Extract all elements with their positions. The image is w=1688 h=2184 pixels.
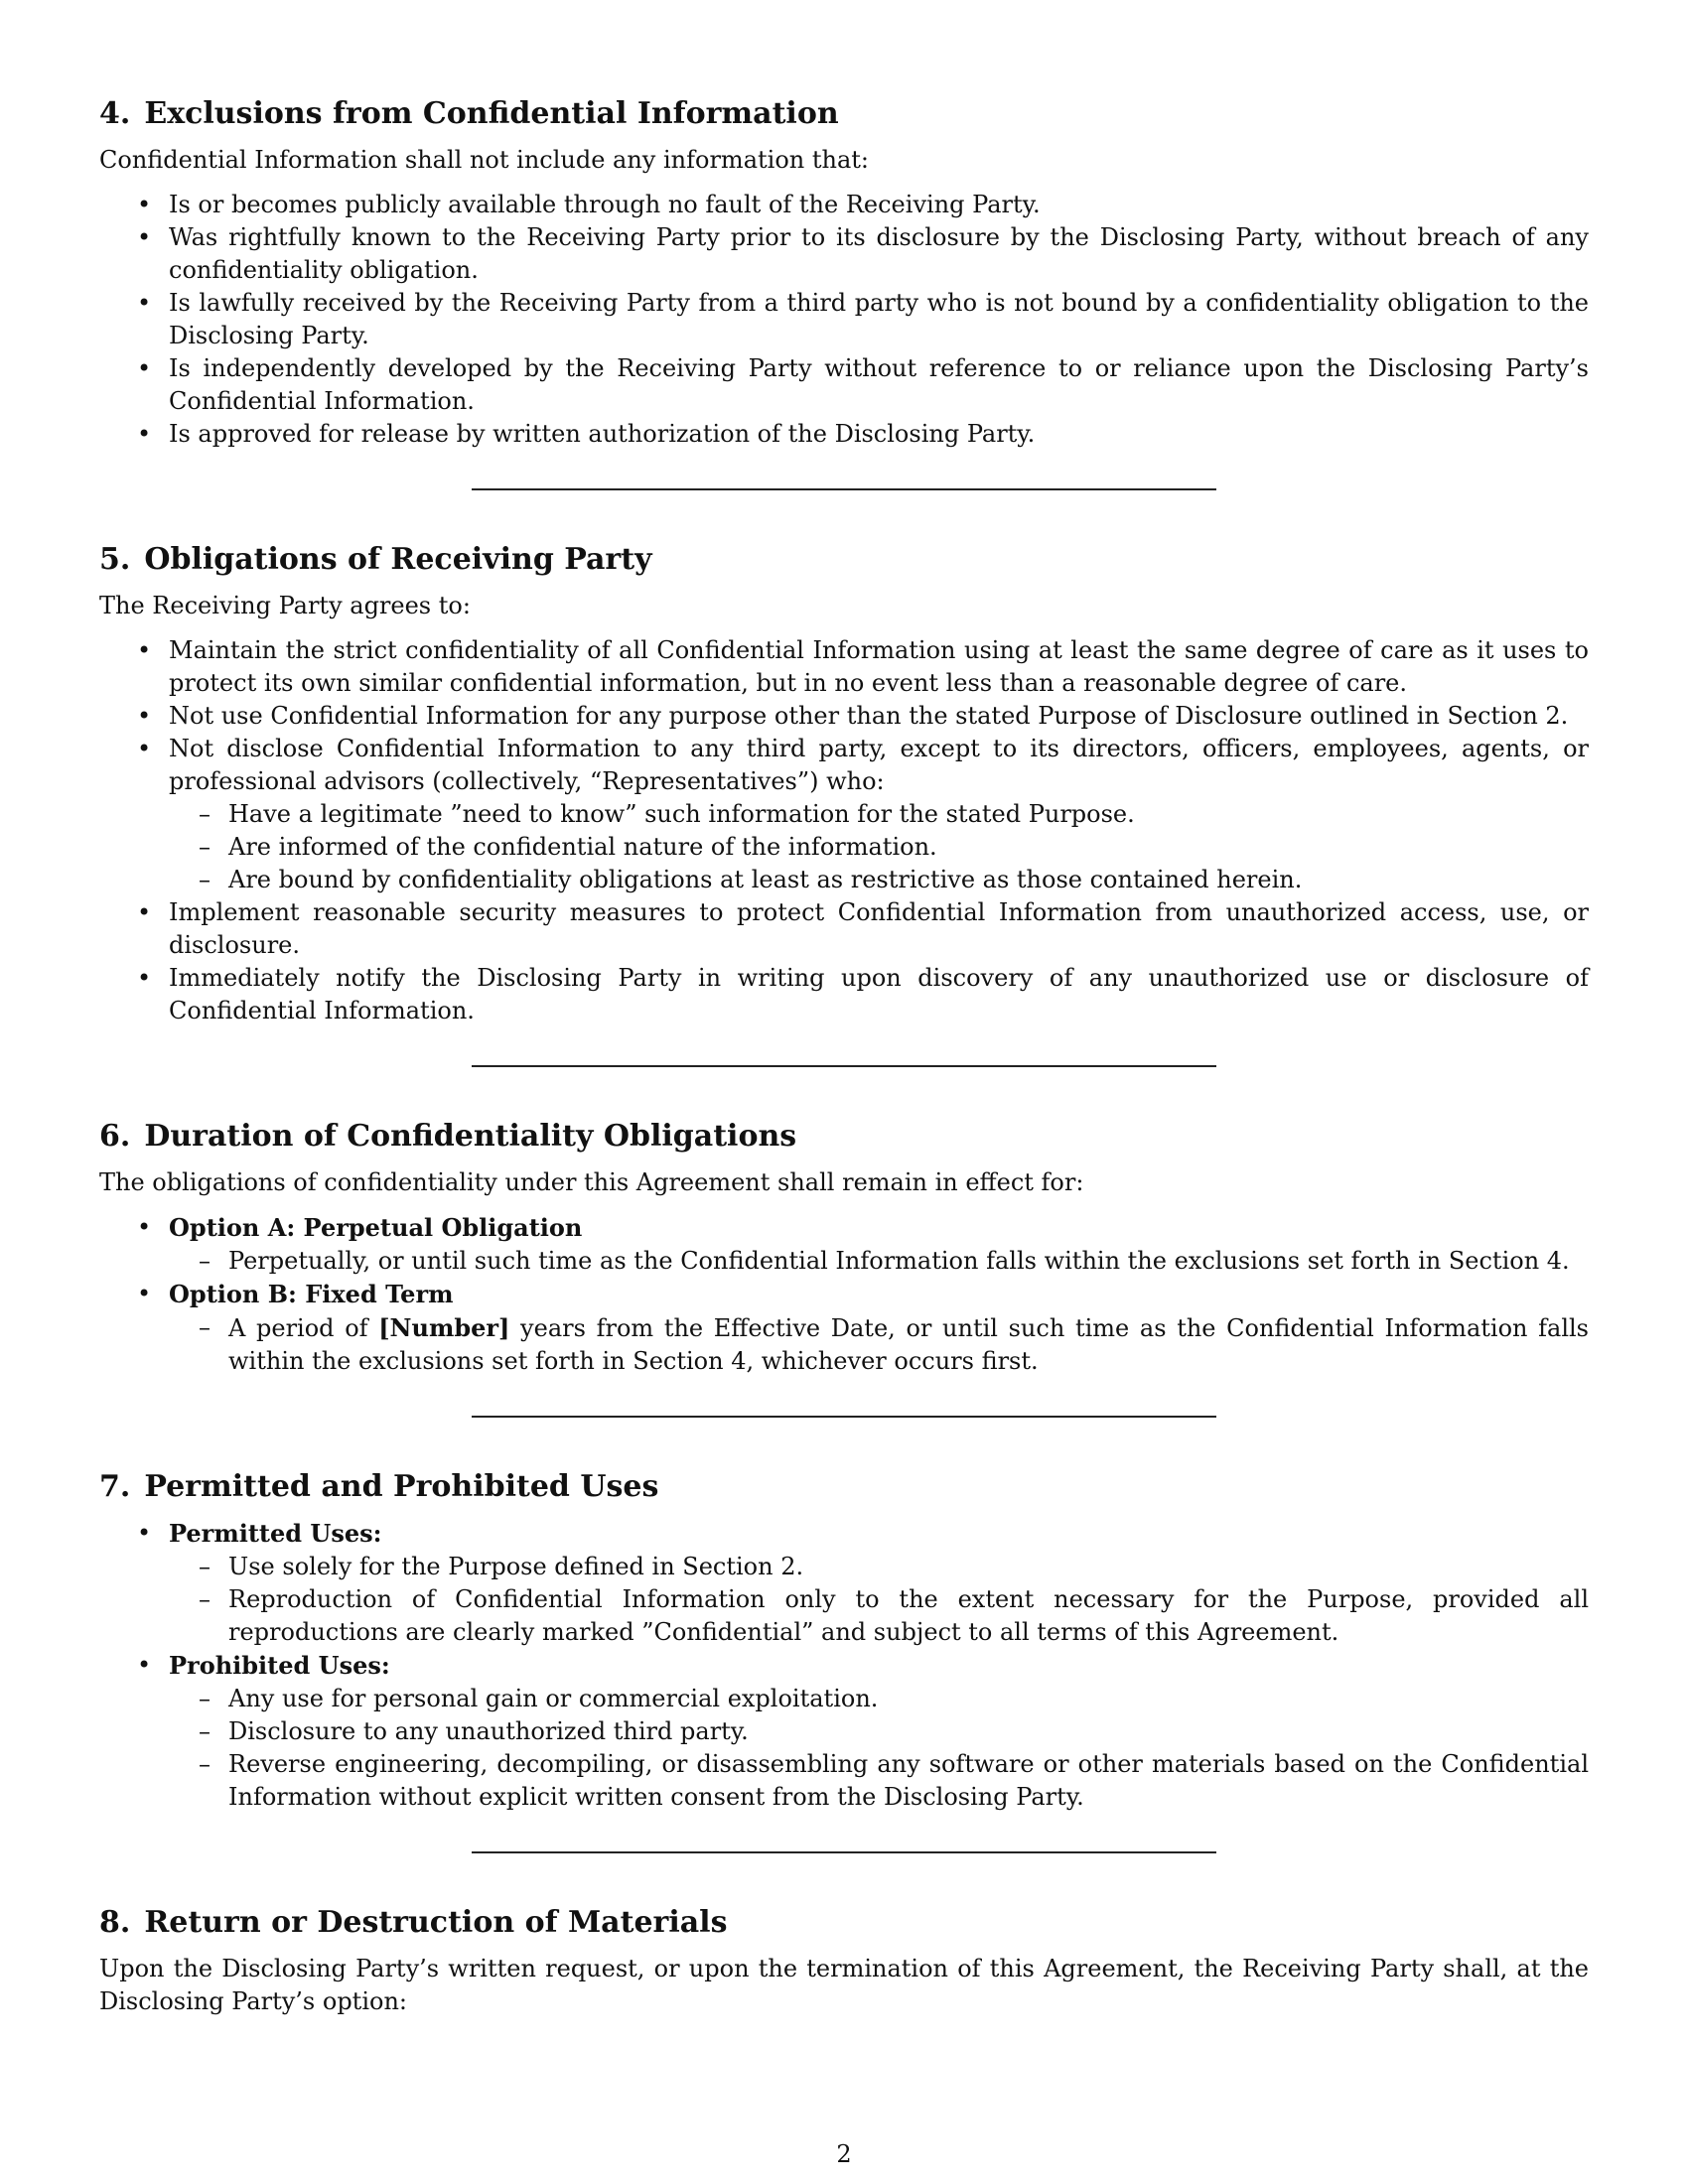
section-divider: [472, 488, 1216, 490]
sub-list-item: – Are informed of the confidential nature of the information.: [169, 831, 1589, 864]
sub-list-item: – Disclosure to any unauthorized third party.: [169, 1715, 1589, 1748]
section-number: 7.: [99, 1469, 131, 1504]
dash-icon: –: [199, 1685, 211, 1712]
bullet-list: [99, 634, 1589, 1027]
option-b-label: Option B: Fixed Term: [169, 1280, 454, 1308]
document-page: [99, 94, 1589, 2030]
sub-list: [169, 1245, 1589, 1278]
list-item: • Not disclose Confidential Information to any third party, except to its directors, officers, employees, agents, or professional advisors (collectively, “Representatives”) who: – Have a legitimate ”need to know” such information for the stated Purpose. – Are informed of the confidential nature of the information. – Are bound by confidentiality obligations at least as restrictive as those contained herein.: [99, 733, 1589, 896]
permitted-label: Permitted Uses:: [169, 1519, 382, 1548]
section-intro: The Receiving Party agrees to:: [99, 592, 471, 619]
sub-list-item: – Are bound by confidentiality obligations at least as restrictive as those contained herein.: [169, 864, 1589, 896]
dash-icon: –: [199, 1585, 211, 1613]
sub-list: [169, 1311, 1589, 1378]
dash-icon: –: [199, 1313, 211, 1341]
page-number: 2: [836, 2140, 852, 2168]
section-title: Return or Destruction of Materials: [144, 1905, 728, 1940]
sub-list-item: – Perpetually, or until such time as the Confidential Information falls within the exclusions set forth in Section 4.: [169, 1245, 1589, 1278]
section-5: [99, 540, 1589, 1027]
sub-list-item: – Reverse engineering, decompiling, or disassembling any software or other materials based on the Confidential Information without explicit written consent from the Disclosing Party.: [199, 1750, 1589, 1811]
section-heading: [99, 1467, 1589, 1507]
section-divider: [472, 1416, 1216, 1418]
section-number: 5.: [99, 542, 131, 577]
section-number: 8.: [99, 1905, 131, 1940]
section-title: Obligations of Receiving Party: [144, 542, 652, 577]
list-item: • Immediately notify the Disclosing Party in writing upon discovery of any unauthorized use or disclosure of Confidential Information.: [137, 964, 1589, 1024]
number-placeholder: [Number]: [378, 1313, 510, 1342]
option-a-label: Option A: Perpetual Obligation: [169, 1213, 583, 1242]
section-8: [99, 1903, 1589, 2018]
sub-list: [169, 798, 1589, 896]
list-item: [99, 1517, 1589, 1649]
section-divider: [472, 1065, 1216, 1067]
section-title: Exclusions from Confidential Information: [144, 96, 839, 131]
section-4: [99, 94, 1589, 451]
bullet-icon: •: [137, 1213, 152, 1241]
bullet-icon: •: [137, 1651, 152, 1679]
sub-list-item: – Have a legitimate ”need to know” such information for the stated Purpose.: [169, 798, 1589, 831]
section-title: Permitted and Prohibited Uses: [144, 1469, 659, 1504]
dash-icon: –: [199, 1750, 211, 1778]
dash-icon: –: [199, 833, 211, 861]
dash-icon: –: [199, 866, 211, 893]
sub-list: [169, 1683, 1589, 1814]
bullet-icon: •: [137, 1519, 152, 1547]
bullet-icon: •: [137, 289, 152, 317]
section-intro: Confidential Information shall not include any information that:: [99, 146, 869, 174]
section-title: Duration of Confidentiality Obligations: [144, 1119, 797, 1154]
section-heading: [99, 1117, 1589, 1157]
section-number: 6.: [99, 1119, 131, 1154]
prohibited-label: Prohibited Uses:: [169, 1651, 390, 1680]
list-item: [99, 1278, 1589, 1378]
sub-list-item: – Use solely for the Purpose defined in Section 2.: [169, 1551, 1589, 1583]
list-item: • Is independently developed by the Receiving Party without reference to or reliance upon the Disclosing Party’s Confidential Information.: [137, 354, 1589, 415]
bullet-icon: •: [137, 735, 152, 762]
section-intro: The obligations of confidentiality under this Agreement shall remain in effect for:: [99, 1168, 1084, 1196]
dash-icon: –: [199, 1717, 211, 1745]
bullet-icon: •: [137, 702, 152, 730]
list-item: [99, 1211, 1589, 1278]
list-item: • Is approved for release by written authorization of the Disclosing Party.: [99, 418, 1589, 451]
section-7: [99, 1467, 1589, 1814]
dash-icon: –: [199, 1247, 211, 1275]
bullet-icon: •: [137, 964, 152, 992]
sub-list-item: – Any use for personal gain or commercial exploitation.: [169, 1683, 1589, 1715]
bullet-icon: •: [137, 1280, 152, 1307]
section-intro: Upon the Disclosing Party’s written request, or upon the termination of this Agreement, the Receiving Party shall, at the Disclosing Party’s option:: [99, 1955, 1589, 2015]
section-heading: [99, 94, 1589, 134]
bullet-list: [99, 1517, 1589, 1814]
bullet-icon: •: [137, 898, 152, 926]
section-number: 4.: [99, 96, 131, 131]
list-item: • Is lawfully received by the Receiving Party from a third party who is not bound by a confidentiality obligation to the Disclosing Party.: [137, 289, 1589, 349]
bullet-list: [99, 1211, 1589, 1378]
list-item: • Was rightfully known to the Receiving Party prior to its disclosure by the Disclosing Party, without breach of any confidentiality obligation.: [137, 223, 1589, 284]
sub-list-item: – Reproduction of Confidential Information only to the extent necessary for the Purpose, provided all reproductions are clearly marked ”Confidential” and subject to all terms of this Agreement.: [199, 1585, 1589, 1646]
list-item: • Is or becomes publicly available through no fault of the Receiving Party.: [99, 189, 1589, 221]
bullet-icon: •: [137, 636, 152, 664]
section-divider: [472, 1851, 1216, 1853]
list-item: [99, 1649, 1589, 1814]
dash-icon: –: [199, 1553, 211, 1580]
list-item: • Not use Confidential Information for any purpose other than the stated Purpose of Disclosure outlined in Section 2.: [99, 700, 1589, 733]
sub-list-item: – A period of [Number] years from the Effective Date, or until such time as the Confidential Information falls within the exclusions set forth in Section 4, whichever occurs first.: [199, 1313, 1590, 1375]
bullet-list: [99, 189, 1589, 451]
bullet-icon: •: [137, 223, 152, 251]
list-item: • Implement reasonable security measures to protect Confidential Information from unauthorized access, use, or disclosure.: [137, 898, 1589, 959]
bullet-icon: •: [137, 354, 152, 382]
bullet-icon: •: [137, 420, 152, 448]
sub-list: [169, 1551, 1589, 1649]
dash-icon: –: [199, 800, 211, 828]
section-6: [99, 1117, 1589, 1378]
bullet-icon: •: [137, 191, 152, 218]
section-heading: [99, 1903, 1589, 1943]
list-item: • Maintain the strict confidentiality of all Confidential Information using at least the same degree of care as it uses to protect its own similar confidential information, but in no event less than a reasonable degree of care.: [137, 636, 1589, 697]
section-heading: [99, 540, 1589, 580]
